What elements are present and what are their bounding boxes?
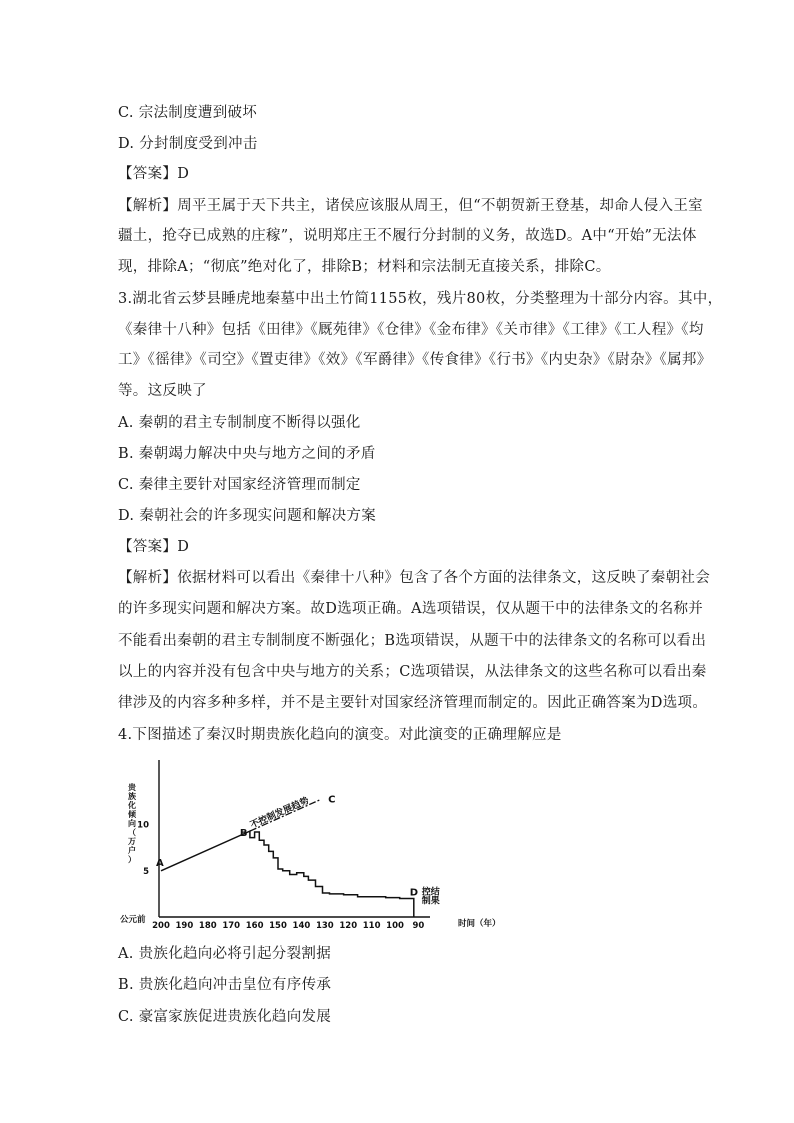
x-tick-label: 200 bbox=[152, 921, 170, 931]
x-tick-label: 90 bbox=[412, 921, 425, 931]
q3-option-b: B. 秦朝竭力解决中央与地方之间的矛盾 bbox=[118, 446, 376, 462]
result-annotation-char: 结 bbox=[430, 887, 440, 898]
y-axis-label-char: 族 bbox=[128, 792, 136, 801]
q4-option-a: A. 贵族化趋向必将引起分裂割据 bbox=[118, 946, 331, 962]
q4-option-b: B. 贵族化趋向冲击皇位有序传承 bbox=[118, 977, 332, 993]
q2-answer-value: D bbox=[177, 166, 190, 182]
result-annotation-char: 果 bbox=[430, 896, 440, 907]
point-label-b: B bbox=[239, 828, 248, 840]
q2-option-d: D. 分封制度受到冲击 bbox=[118, 136, 258, 152]
y-axis-label-char: 倾 bbox=[128, 810, 136, 819]
q4-stem: 4.下图描述了秦汉时期贵族化趋向的演变。对此演变的正确理解应是 bbox=[118, 727, 562, 743]
q2-answer-tag: 【答案】 bbox=[118, 166, 178, 182]
q3-analysis-line-2: 的许多现实问题和解决方案。故D选项正确。A选项错误，仅从题干中的法律条文的名称并 bbox=[118, 601, 704, 617]
q3-analysis-tag: 【解析】 bbox=[118, 570, 178, 586]
x-tick-label: 100 bbox=[386, 921, 404, 931]
q2-analysis-text: 周平王属于天下共主，诸侯应该服从周王，但“不朝贺新王登基，却命人侵入王室 bbox=[177, 198, 703, 214]
y-axis-label-char: 万 bbox=[128, 837, 136, 846]
trend-annotation: 不控制发展趋势 bbox=[249, 795, 311, 831]
q3-option-a: A. 秦朝的君主专制制度不断得以强化 bbox=[118, 415, 361, 431]
y-axis-label-text bbox=[127, 782, 137, 864]
x-tick-label: 130 bbox=[315, 921, 334, 931]
q3-option-c: C. 秦律主要针对国家经济管理而制定 bbox=[118, 477, 361, 493]
y-axis-label-char: （ bbox=[128, 828, 136, 837]
x-tick-label: 120 bbox=[339, 921, 358, 931]
result-annotation-char: 控 bbox=[421, 887, 431, 898]
q2-option-c: C. 宗法制度遭到破坏 bbox=[118, 105, 258, 121]
q2-analysis-line-2: 疆土，抢夺已成熟的庄稼”，说明郑庄王不履行分封制的义务，故选D。A中“开始”无法体 bbox=[118, 228, 697, 244]
y-axis-label-char: 户 bbox=[128, 846, 136, 855]
q3-option-d: D. 秦朝社会的许多现实问题和解决方案 bbox=[118, 508, 377, 524]
q3-stem-line-1: 3.湖北省云梦县睡虎地秦墓中出土竹简1155枚，残片80枚，分类整理为十部分内容。其中， bbox=[118, 291, 723, 307]
q2-analysis-line-1 bbox=[118, 196, 703, 216]
x-ticks bbox=[152, 921, 424, 931]
q4-chart-svg bbox=[118, 756, 518, 934]
y-axis-label-char: 化 bbox=[128, 801, 136, 810]
q2-analysis-line-3: 现，排除A；“彻底”绝对化了，排除B；材料和宗法制无直接关系，排除C。 bbox=[118, 259, 611, 275]
point-label-c: C bbox=[328, 794, 336, 806]
y-axis-label-char: 贵 bbox=[128, 783, 136, 792]
q3-answer-tag: 【答案】 bbox=[118, 539, 178, 555]
x-axis-label: 时间（年） bbox=[458, 919, 501, 929]
x-tick-label: 180 bbox=[198, 921, 217, 931]
y-tick-label: 10 bbox=[137, 820, 149, 831]
q3-stem-line-3: 工》《徭律》《司空》《置吏律》《效》《军爵律》《传食律》《行书》《内史杂》《尉杂》《属邦》 bbox=[118, 352, 712, 368]
q2-answer bbox=[118, 164, 189, 184]
result-annotation bbox=[422, 886, 440, 907]
q3-stem-line-2: 《秦律十八种》包括《田律》《厩苑律》《仓律》《金布律》《关市律》《工律》《工人程》《均 bbox=[118, 322, 704, 338]
q3-answer bbox=[118, 537, 189, 557]
point-label-a: A bbox=[156, 857, 164, 869]
result-annotation-char: 制 bbox=[421, 896, 431, 907]
q3-analysis-text: 依据材料可以看出《秦律十八种》包含了各个方面的法律条文，这反映了秦朝社会 bbox=[177, 570, 710, 586]
q3-analysis-line-4: 以上的内容并没有包含中央与地方的关系；C选项错误，从法律条文的这些名称可以看出秦 bbox=[118, 664, 707, 680]
chart-series bbox=[161, 800, 414, 917]
q3-analysis-line-3: 不能看出秦朝的君主专制制度不断强化；B选项错误，从题干中的法律条文的名称可以看出 bbox=[118, 633, 707, 649]
q3-stem-line-4: 等。这反映了 bbox=[118, 383, 207, 399]
x-tick-label: 160 bbox=[245, 921, 264, 931]
y-axis-label-char: 向 bbox=[128, 819, 136, 828]
series-line-actual bbox=[161, 831, 414, 917]
point-label-d: D bbox=[409, 887, 419, 899]
q3-answer-value: D bbox=[177, 539, 190, 555]
q2-analysis-tag: 【解析】 bbox=[118, 198, 178, 214]
q3-analysis-line-5: 律涉及的内容多种多样，并不是主要针对国家经济管理而制定的。因此正确答案为D选项。 bbox=[118, 695, 708, 711]
x-tick-label: 150 bbox=[269, 921, 287, 931]
x-prefix-label: 公元前 bbox=[120, 915, 146, 925]
q4-option-c: C. 豪富家族促进贵族化趋向发展 bbox=[118, 1009, 332, 1025]
x-tick-label: 140 bbox=[292, 921, 311, 931]
q4-chart bbox=[118, 756, 518, 934]
y-tick-label: 5 bbox=[143, 866, 149, 877]
x-tick-label: 190 bbox=[175, 921, 194, 931]
x-tick-label: 170 bbox=[222, 921, 241, 931]
y-axis-label bbox=[127, 782, 137, 864]
y-axis-label-char: ） bbox=[128, 855, 136, 864]
y-ticks bbox=[137, 821, 149, 877]
q3-analysis-line-1 bbox=[118, 568, 710, 588]
x-tick-label: 110 bbox=[362, 921, 381, 931]
